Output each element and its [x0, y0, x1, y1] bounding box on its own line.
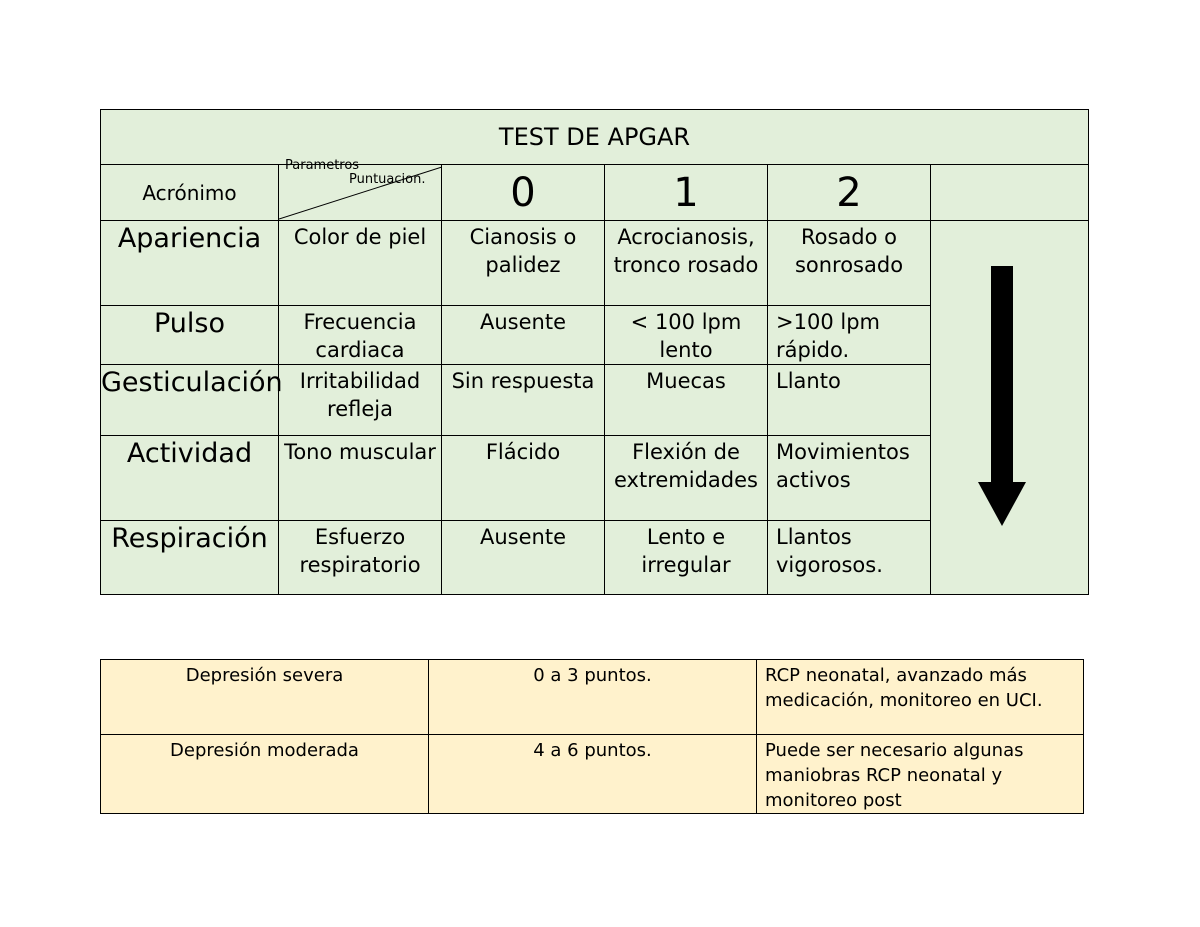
- row-name: Apariencia: [117, 223, 262, 254]
- score-0-header: 0: [442, 165, 605, 221]
- row-name: Respiración: [111, 523, 268, 554]
- row-score-1: Lento e irregular: [641, 525, 731, 577]
- row-score-2: Llanto: [776, 369, 841, 393]
- class-action: RCP neonatal, avanzado más medicación, monitoreo en UCI.: [757, 660, 1084, 735]
- empty-header-cell: [931, 165, 1089, 221]
- acronimo-header: Acrónimo: [101, 165, 279, 221]
- apgar-table: [100, 109, 1089, 595]
- diagonal-header-cell: [279, 158, 442, 221]
- row-name: Actividad: [126, 438, 253, 469]
- apgar-title-row: [101, 110, 1089, 165]
- row-score-0: Ausente: [480, 310, 566, 334]
- table-row: [101, 221, 1089, 306]
- puntuacion-label: Puntuacion.: [349, 172, 426, 187]
- row-score-0: Cianosis o palidez: [469, 225, 577, 277]
- row-score-1: Muecas: [646, 369, 726, 393]
- down-arrow-icon: [976, 264, 1028, 528]
- row-param: Tono muscular: [284, 440, 436, 464]
- row-score-2: Movimientos activos: [776, 440, 910, 492]
- row-score-1: < 100 lpm lento: [630, 310, 742, 362]
- row-param: Frecuencia cardiaca: [303, 310, 417, 362]
- row-score-0: Sin respuesta: [451, 369, 595, 393]
- row-name: Pulso: [153, 308, 225, 339]
- class-level: Depresión severa: [101, 660, 429, 735]
- score-1-header: 1: [605, 165, 768, 221]
- row-score-2: Llantos vigorosos.: [776, 525, 883, 577]
- class-points: 4 a 6 puntos.: [429, 735, 757, 814]
- row-score-2: Rosado o sonrosado: [794, 225, 904, 277]
- row-score-0: Ausente: [480, 525, 566, 549]
- row-param: Irritabilidad refleja: [299, 369, 421, 421]
- row-score-0: Flácido: [485, 440, 561, 464]
- table-row: [101, 735, 1084, 814]
- apgar-title: TEST DE APGAR: [101, 110, 1089, 165]
- class-action: Puede ser necesario algunas maniobras RCP neonatal y monitoreo post: [757, 735, 1084, 814]
- class-level: Depresión moderada: [101, 735, 429, 814]
- row-param: Color de piel: [293, 225, 427, 249]
- score-2-header: 2: [768, 165, 931, 221]
- class-points: 0 a 3 puntos.: [429, 660, 757, 735]
- row-score-1: Acrocianosis, tronco rosado: [613, 225, 759, 277]
- apgar-header-row: [101, 165, 1089, 221]
- parametros-label: Parametros: [285, 158, 360, 173]
- row-param: Esfuerzo respiratorio: [299, 525, 421, 577]
- classification-table: [100, 659, 1084, 814]
- row-score-1: Flexión de extremidades: [614, 440, 758, 492]
- row-name: Gesticulación: [101, 367, 283, 398]
- table-row: [101, 660, 1084, 735]
- row-score-2: >100 lpm rápido.: [776, 310, 880, 362]
